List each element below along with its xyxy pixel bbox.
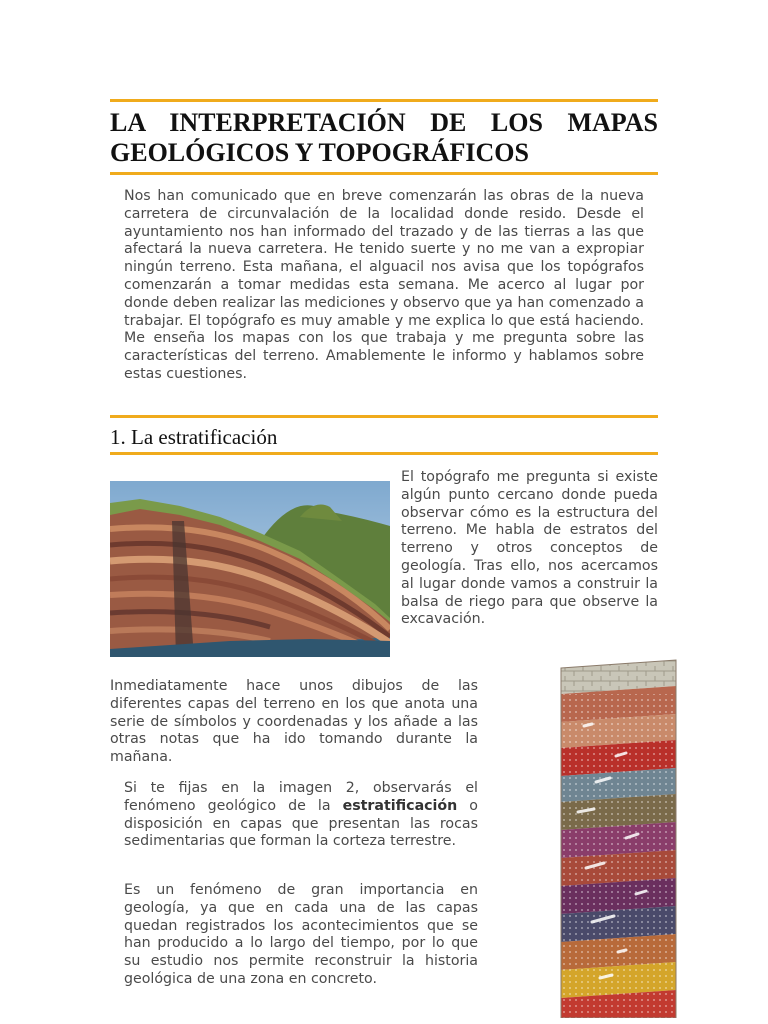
section-top-rule xyxy=(110,415,658,418)
estratificacion-text-before: Si te fijas en la imagen 2, observarás el fenómeno geológico de la xyxy=(124,780,478,814)
dibujos-paragraph: Inmediatamente hace unos dibujos de las diferentes capas del terreno en los que anota una serie de símbolos y coordenadas y los añade a las otras notas que ha ido tomando durante la mañana. xyxy=(110,678,478,766)
intro-paragraph: Nos han comunicado que en breve comenzarán las obras de la nueva carretera de circunvalación de la localidad donde resido. Desde el ayuntamiento nos han informado del trazado y de las tierras a las que afectará la nueva carretera. He tenido suerte y no me van a expropiar ningún terreno. Esta mañana, el alguacil nos avisa que los topógrafos comenzarán a tomar medidas esta semana. Me acerco al lugar por donde deben realizar las mediciones y observo que ya han comenzado a trabajar. El topógrafo es muy amable y me explica lo que está haciendo. Me enseña los mapas con los que trabaja y me pregunta sobre las características del terreno. Amablemente le informo y hablamos sobre estas cuestiones. xyxy=(124,188,644,382)
cliff-strata-photo xyxy=(110,481,390,657)
estratificacion-term: estratificación xyxy=(342,797,458,814)
title-bottom-rule xyxy=(110,172,658,175)
title-top-rule xyxy=(110,99,658,102)
estratificacion-paragraph xyxy=(124,780,478,851)
page-title: LA INTERPRETACIÓN DE LOS MAPAS GEOLÓGICOS Y TOPOGRÁFICOS xyxy=(110,108,658,167)
strata-column-illustration xyxy=(556,656,682,1018)
section-bottom-rule xyxy=(110,452,658,455)
importance-paragraph: Es un fenómeno de gran importancia en geología, ya que en cada una de las capas quedan registrados los acontecimientos que se han producido a lo largo del tiempo, por lo que su estudio nos permite reconstruir la historia geológica de una zona en concreto. xyxy=(124,882,478,987)
section-heading: 1. La estratificación xyxy=(110,425,278,449)
estratificacion-text-after: o disposición en capas que presentan las rocas sedimentarias que forman la corteza terrestre. xyxy=(124,797,478,850)
topografo-paragraph-visible: El topógrafo me pregunta si existe algún punto cercano donde pueda observar cómo es la estructura del terreno. Me habla de estratos del terreno y otros conceptos de geología. Tras ello, nos acercamos al lugar donde vamos a construir la balsa de riego para que observe la excavación. xyxy=(401,469,658,628)
